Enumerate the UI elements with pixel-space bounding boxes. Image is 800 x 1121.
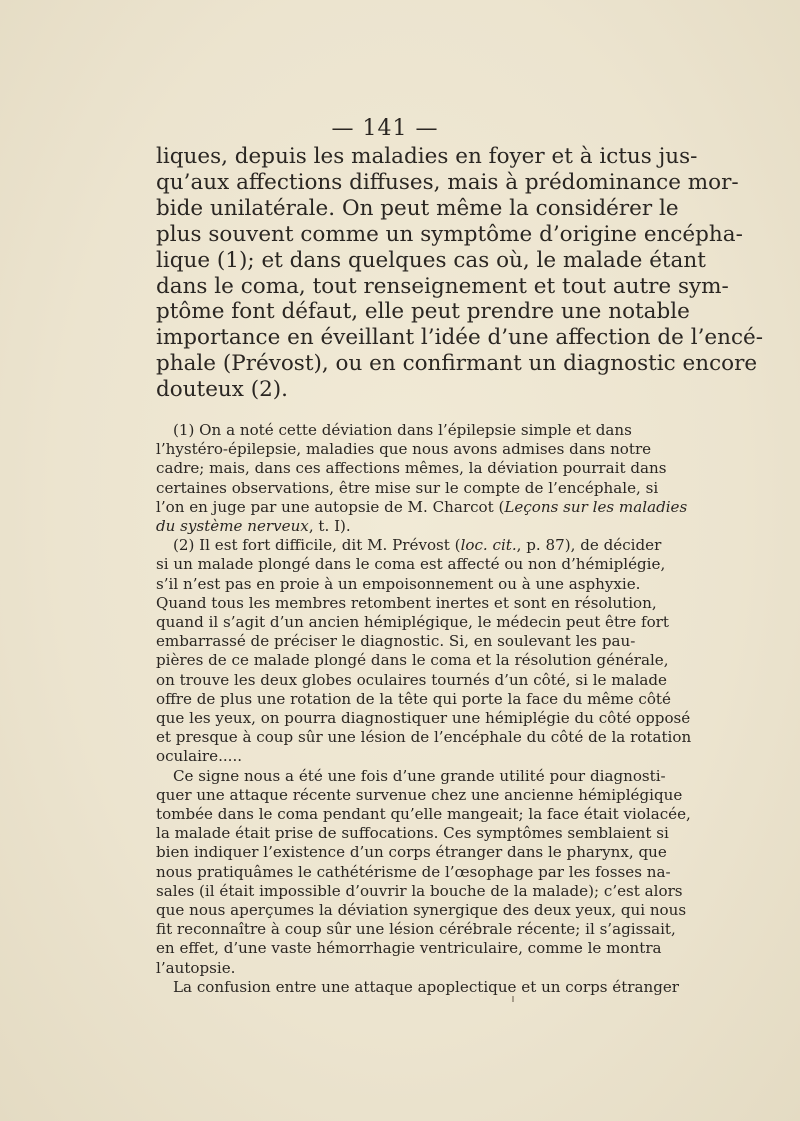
footnote-2-continuation-2 (156, 977, 680, 997)
footnote-line: tombée dans le coma pendant qu’elle mangeait; la face était violacée, (156, 805, 691, 824)
footnote-1 (156, 421, 688, 536)
footnotes (156, 421, 692, 997)
footnote-line: la malade était prise de suffocations. Ces symptômes semblaient si (156, 824, 669, 843)
footnote-text: , t. I). (308, 517, 351, 536)
footnote-line: pières de ce malade plongé dans le coma et la résolution générale, (156, 651, 669, 670)
main-line: ptôme font défaut, elle peut prendre une notable (156, 299, 690, 325)
page-number: — 141 — (331, 116, 439, 141)
footnote-line (156, 536, 662, 555)
footnote-line: cadre; mais, dans ces affections mêmes, la déviation pourrait dans (156, 459, 667, 478)
footnote-line: on trouve les deux globes oculaires tournés d’un côté, si le malade (156, 670, 667, 689)
main-line: lique (1); et dans quelques cas où, le malade étant (156, 247, 706, 273)
footnote-line (156, 517, 612, 536)
main-line: phale (Prévost), ou en confirmant un diagnostic encore (156, 351, 758, 377)
footnote-line: embarrassé de préciser le diagnostic. Si, en soulevant les pau- (156, 632, 636, 651)
main-line: bide unilatérale. On peut même la considérer le (156, 195, 679, 221)
footnote-line: quer une attaque récente survenue chez une ancienne hémiplégique (156, 785, 683, 804)
book-title-italic: du système nerveux (156, 517, 309, 536)
footnote-2 (156, 536, 692, 766)
ink-speck (512, 996, 514, 1002)
footnote-line: fit reconnaître à coup sûr une lésion cérébrale récente; il s’agissait, (156, 920, 676, 939)
main-paragraph (156, 144, 764, 403)
footnote-line: Quand tous les membres retombent inertes et sont en résolution, (156, 593, 657, 612)
main-line: liques, depuis les maladies en foyer et à ictus jus- (156, 144, 698, 169)
main-line: importance en éveillant l’idée d’une affection de l’encé- (156, 325, 764, 351)
footnote-line: nous pratiquâmes le cathétérisme de l’œsophage par les fosses na- (156, 862, 671, 881)
footnote-2-continuation (156, 766, 691, 978)
book-title-italic: Leçons sur les maladies (504, 497, 688, 516)
main-line: plus souvent comme un symptôme d’origine encépha- (156, 221, 743, 247)
footnote-text: , p. 87), de décider (516, 536, 662, 555)
footnote-line: l’hystéro-épilepsie, maladies que nous avons admises dans notre (156, 440, 652, 459)
footnote-line: que les yeux, on pourra diagnostiquer une hémiplégie du côté opposé (156, 709, 691, 728)
footnote-line: La confusion entre une attaque apoplectique et un corps étranger (173, 977, 680, 996)
footnote-line: oculaire..... (156, 747, 243, 766)
footnote-line: Ce signe nous a été une fois d’une grande utilité pour diagnosti- (173, 766, 666, 785)
footnote-line: bien indiquer l’existence d’un corps étranger dans le pharynx, que (156, 843, 667, 862)
footnote-line: et presque à coup sûr une lésion de l’encéphale du côté de la rotation (156, 728, 692, 747)
footnote-text: (2) Il est fort difficile, dit M. Prévost ( (173, 536, 461, 555)
footnote-line: que nous aperçumes la déviation synergique des deux yeux, qui nous (156, 901, 687, 920)
main-line: douteux (2). (156, 377, 289, 403)
footnote-line: (1) On a noté cette déviation dans l’épilepsie simple et dans (173, 421, 632, 439)
footnote-line: offre de plus une rotation de la tête qui porte la face du même côté (156, 689, 671, 708)
main-line: qu’aux affections diffuses, mais à prédominance mor- (156, 169, 739, 195)
footnote-line: si un malade plongé dans le coma est affecté ou non d’hémiplégie, (156, 555, 666, 574)
footnote-line: quand il s’agit d’un ancien hémiplégique, le médecin peut être fort (156, 613, 669, 632)
footnote-line: certaines observations, être mise sur le compte de l’encéphale, si (156, 478, 659, 497)
footnote-text: l’on en juge par une autopsie de M. Charcot ( (156, 497, 505, 516)
footnote-line (156, 497, 688, 517)
footnote-line: s’il n’est pas en proie à un empoisonnement ou à une asphyxie. (156, 574, 641, 593)
footnote-line: en effet, d’une vaste hémorrhagie ventriculaire, comme le montra (156, 939, 662, 958)
citation-italic: loc. cit. (460, 536, 517, 555)
footnote-line: sales (il était impossible d’ouvrir la bouche de la malade); c’est alors (156, 881, 683, 900)
footnote-line: l’autopsie. (156, 958, 236, 977)
main-line: dans le coma, tout renseignement et tout autre sym- (156, 273, 729, 299)
